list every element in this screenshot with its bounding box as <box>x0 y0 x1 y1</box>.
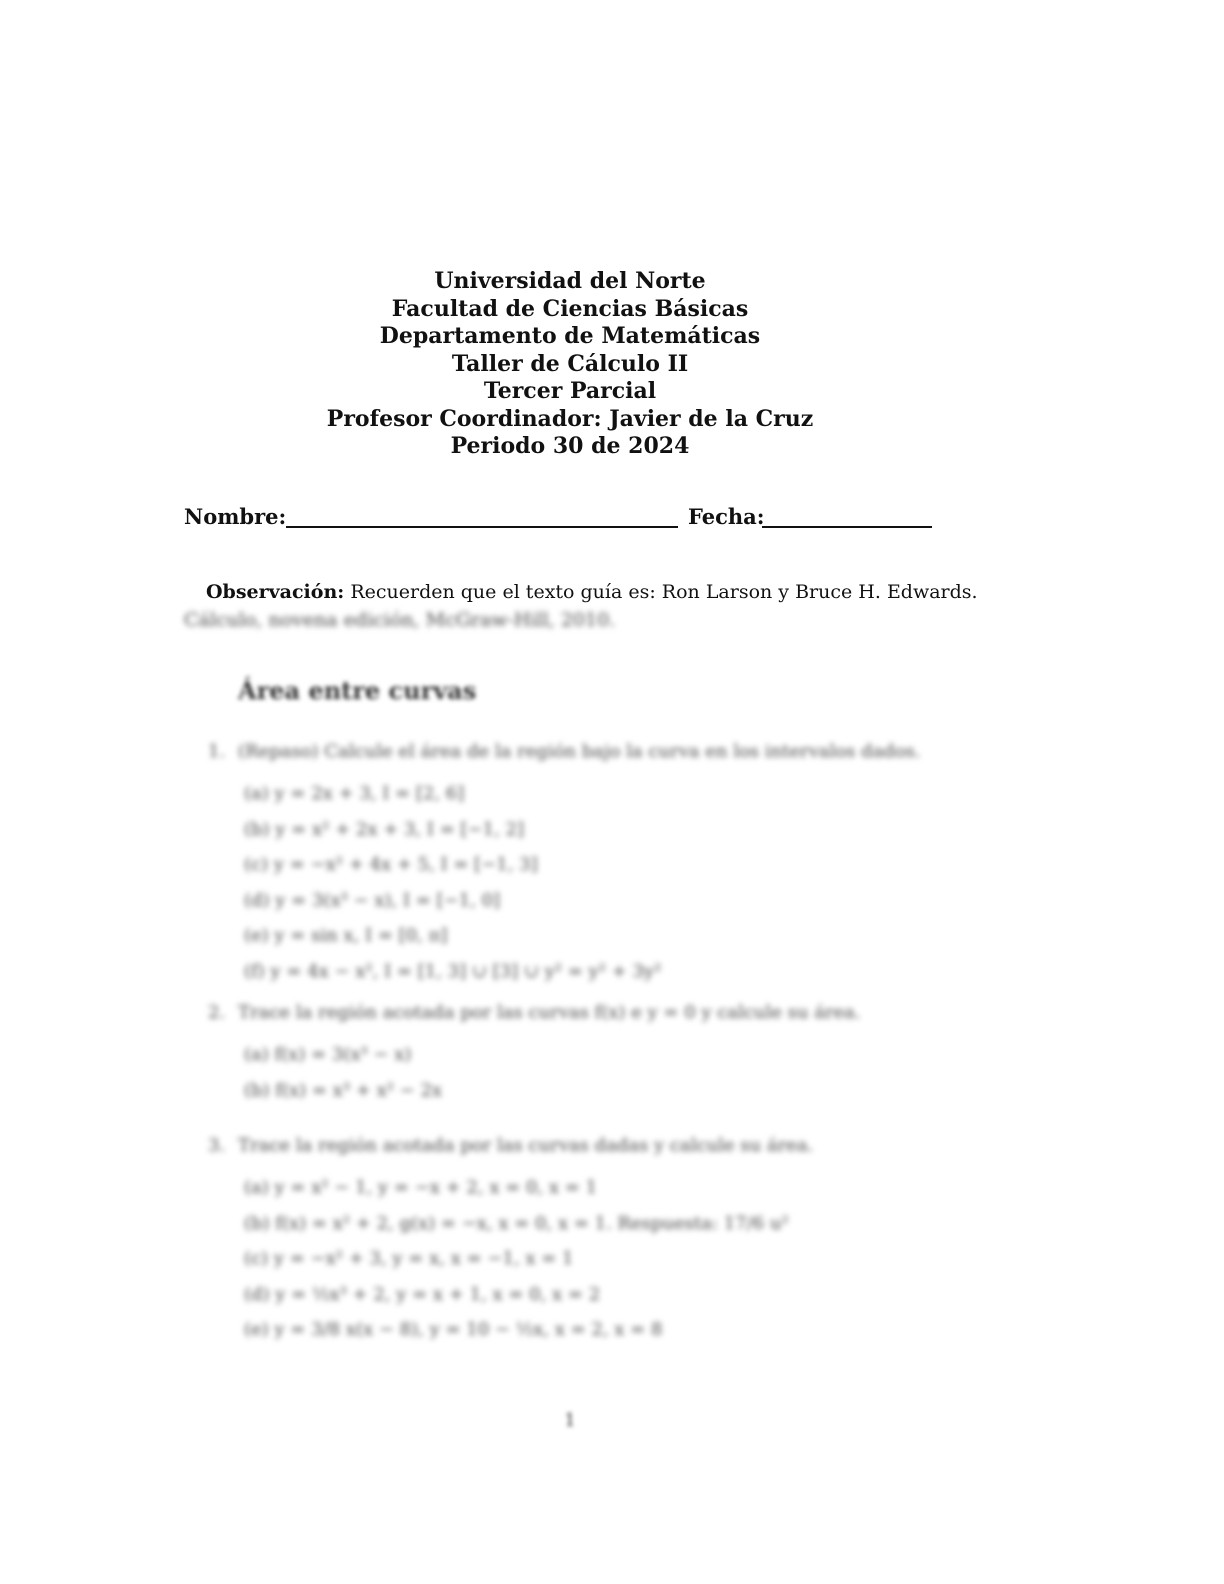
exercise-statement: Trace la región acotada por las curvas f(x) e y = 0 y calcule su área. <box>238 1002 861 1023</box>
exercise-item: (f) y = 4x − x², I = [1, 3] ∪ [3] ∪ y² = y² + 3y² <box>244 960 662 982</box>
student-fields <box>184 504 944 534</box>
document-header <box>0 268 1140 461</box>
name-label: Nombre: <box>184 504 287 529</box>
observation-text-1: Recuerden que el texto guía es: Ron Larson y Bruce H. Edwards. <box>350 581 978 603</box>
university-name: Universidad del Norte <box>434 268 706 294</box>
exercise-item: (d) y = ½x³ + 2, y = x + 1, x = 0, x = 2 <box>244 1283 601 1305</box>
date-label: Fecha: <box>688 504 765 529</box>
exercise-item: (e) y = 3/8 x(x − 8), y = 10 − ½x, x = 2, x = 8 <box>244 1319 663 1340</box>
coordinator: Profesor Coordinador: Javier de la Cruz <box>326 405 814 432</box>
workshop-title: Taller de Cálculo II <box>451 350 689 377</box>
observation-text-2: Cálculo, novena edición, McGraw-Hill, 2010. <box>184 609 616 631</box>
exercise-item: (a) y = 2x + 3, I = [2, 6] <box>244 783 465 804</box>
exercise-2 <box>208 999 988 1108</box>
exercise-item: (a) y = x² − 1, y = −x + 2, x = 0, x = 1 <box>244 1177 598 1198</box>
period: Periodo 30 de 2024 <box>450 433 690 459</box>
exercise-item: (d) y = 3(x³ − x), I = [−1, 0] <box>244 889 501 911</box>
exercise-item: (b) f(x) = x² + 2, g(x) = −x, x = 0, x = 1. Respuesta: 17/6 u² <box>244 1212 789 1234</box>
observation-note <box>184 578 978 634</box>
exercise-item: (e) y = sin x, I = [0, π] <box>244 925 448 946</box>
observation-label: Observación: <box>206 581 345 603</box>
exercise-item: (c) y = −x² + 4x + 5, I = [−1, 3] <box>244 854 538 875</box>
page-number: 1 <box>564 1410 576 1431</box>
date-field[interactable] <box>762 526 932 528</box>
exercise-3 <box>208 1132 988 1348</box>
department-name: Departamento de Matemáticas <box>379 323 761 349</box>
name-field[interactable] <box>286 526 678 528</box>
faculty-name: Facultad de Ciencias Básicas <box>391 295 749 322</box>
exercise-1 <box>208 738 988 989</box>
exercise-item: (a) f(x) = 3(x³ − x) <box>244 1044 412 1065</box>
exercise-number: 1. <box>208 741 226 762</box>
exercise-number: 2. <box>208 1002 226 1023</box>
exercise-item: (b) f(x) = x³ + x² − 2x <box>244 1079 443 1101</box>
exercise-statement: (Repaso) Calcule el área de la región bajo la curva en los intervalos dados. <box>238 741 921 762</box>
section-title: Área entre curvas <box>238 676 477 705</box>
exam-title: Tercer Parcial <box>483 378 657 404</box>
exercise-list <box>208 738 988 1348</box>
exercise-statement: Trace la región acotada por las curvas dadas y calcule su área. <box>238 1135 814 1156</box>
exercise-item: (c) y = −x² + 3, y = x, x = −1, x = 1 <box>244 1248 574 1269</box>
exercise-number: 3. <box>208 1135 226 1156</box>
exercise-item: (b) y = x² + 2x + 3, I = [−1, 2] <box>244 818 525 840</box>
